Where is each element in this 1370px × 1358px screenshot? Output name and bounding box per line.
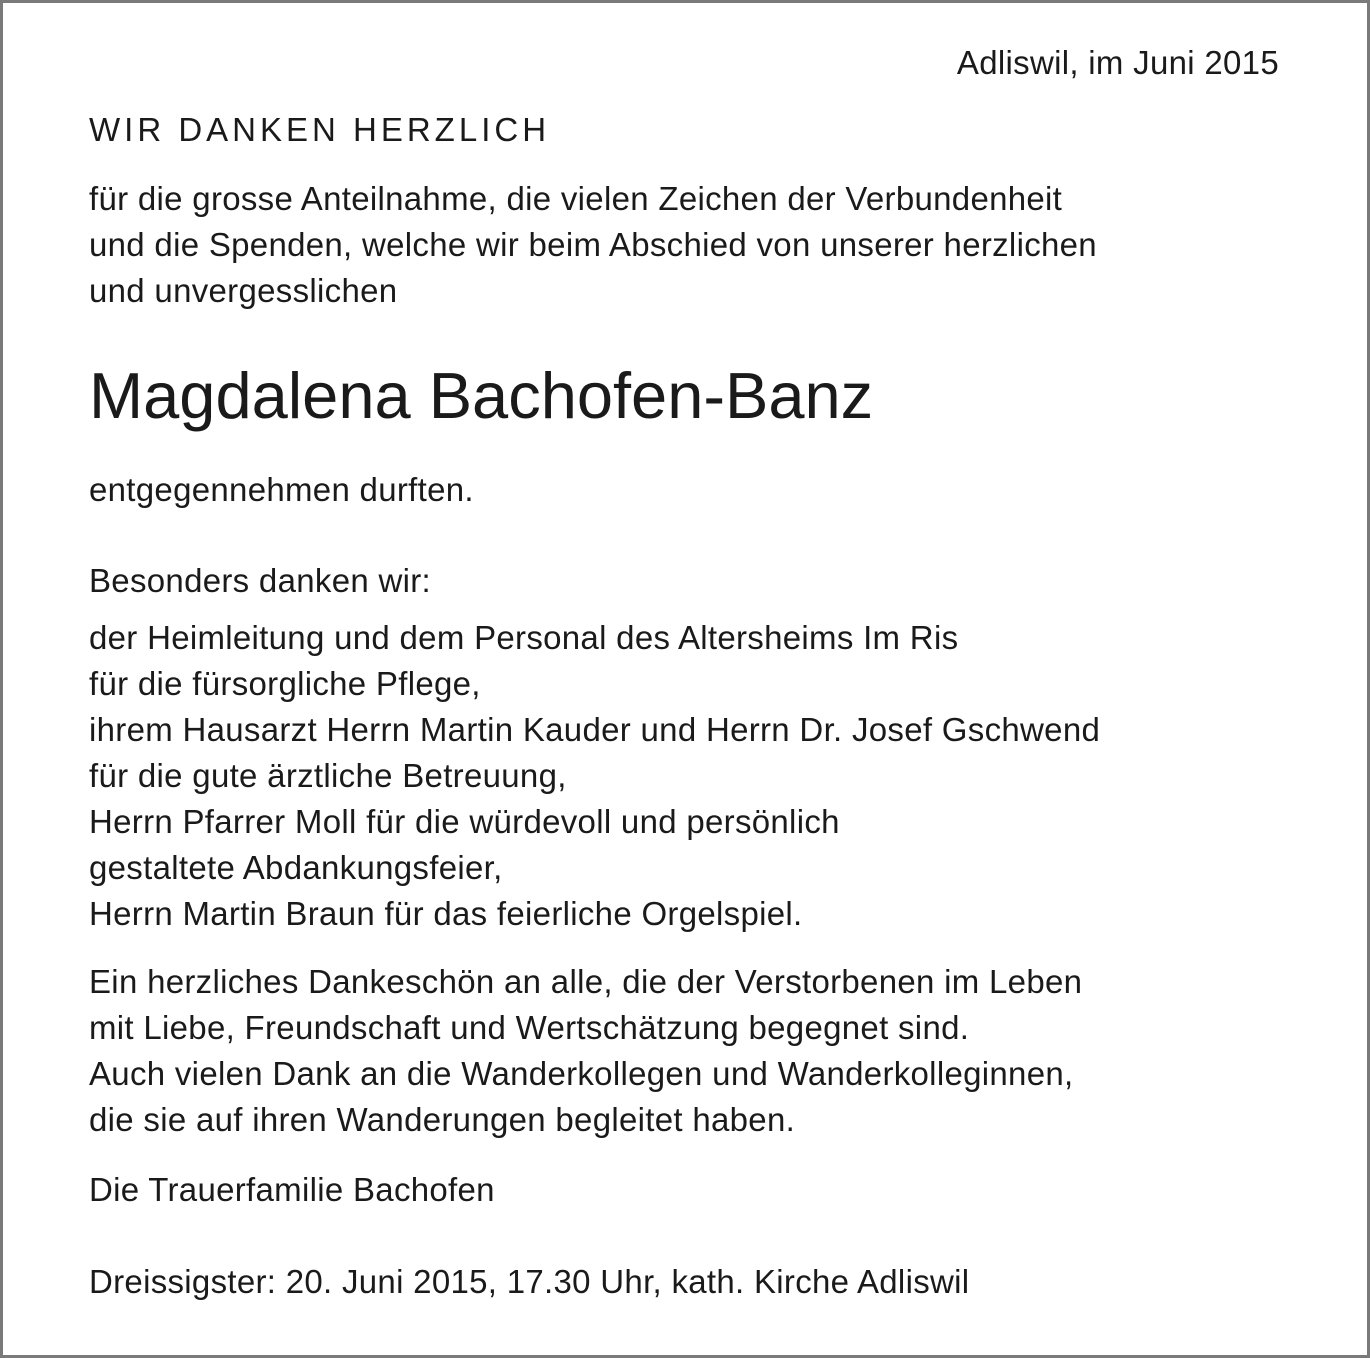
special-thanks-line: ihrem Hausarzt Herrn Martin Kauder und Herrn Dr. Josef Gschwend <box>89 711 1101 748</box>
intro-paragraph <box>89 176 1097 314</box>
memorial-service-info: Dreissigster: 20. Juni 2015, 17.30 Uhr, kath. Kirche Adliswil <box>89 1263 970 1300</box>
special-thanks-heading: Besonders danken wir: <box>89 562 431 599</box>
place-date: Adliswil, im Juni 2015 <box>956 44 1279 81</box>
intro-line: und unvergesslichen <box>89 272 398 309</box>
notice-heading: WIR DANKEN HERZLICH <box>89 111 551 148</box>
special-thanks-paragraph <box>89 615 1100 937</box>
special-thanks-line: für die gute ärztliche Betreuung, <box>89 757 567 794</box>
general-thanks-line: Ein herzliches Dankeschön an alle, die der Verstorbenen im Leben <box>89 963 1083 1000</box>
special-thanks-line: Herrn Martin Braun für das feierliche Orgelspiel. <box>89 895 803 932</box>
special-thanks-line: gestaltete Abdankungsfeier, <box>89 849 503 886</box>
received-line: entgegennehmen durften. <box>89 471 474 508</box>
general-thanks-line: mit Liebe, Freundschaft und Wertschätzung begegnet sind. <box>89 1009 970 1046</box>
intro-line: für die grosse Anteilnahme, die vielen Zeichen der Verbundenheit <box>89 180 1063 217</box>
signature: Die Trauerfamilie Bachofen <box>89 1171 495 1208</box>
general-thanks-paragraph <box>89 959 1082 1143</box>
general-thanks-line: die sie auf ihren Wanderungen begleitet haben. <box>89 1101 796 1138</box>
special-thanks-line: für die fürsorgliche Pflege, <box>89 665 481 702</box>
special-thanks-line: der Heimleitung und dem Personal des Altersheims Im Ris <box>89 619 959 656</box>
deceased-name: Magdalena Bachofen-Banz <box>89 359 874 432</box>
special-thanks-line: Herrn Pfarrer Moll für die würdevoll und persönlich <box>89 803 840 840</box>
general-thanks-line: Auch vielen Dank an die Wanderkollegen und Wanderkolleginnen, <box>89 1055 1074 1092</box>
intro-line: und die Spenden, welche wir beim Abschied von unserer herzlichen <box>89 226 1097 263</box>
